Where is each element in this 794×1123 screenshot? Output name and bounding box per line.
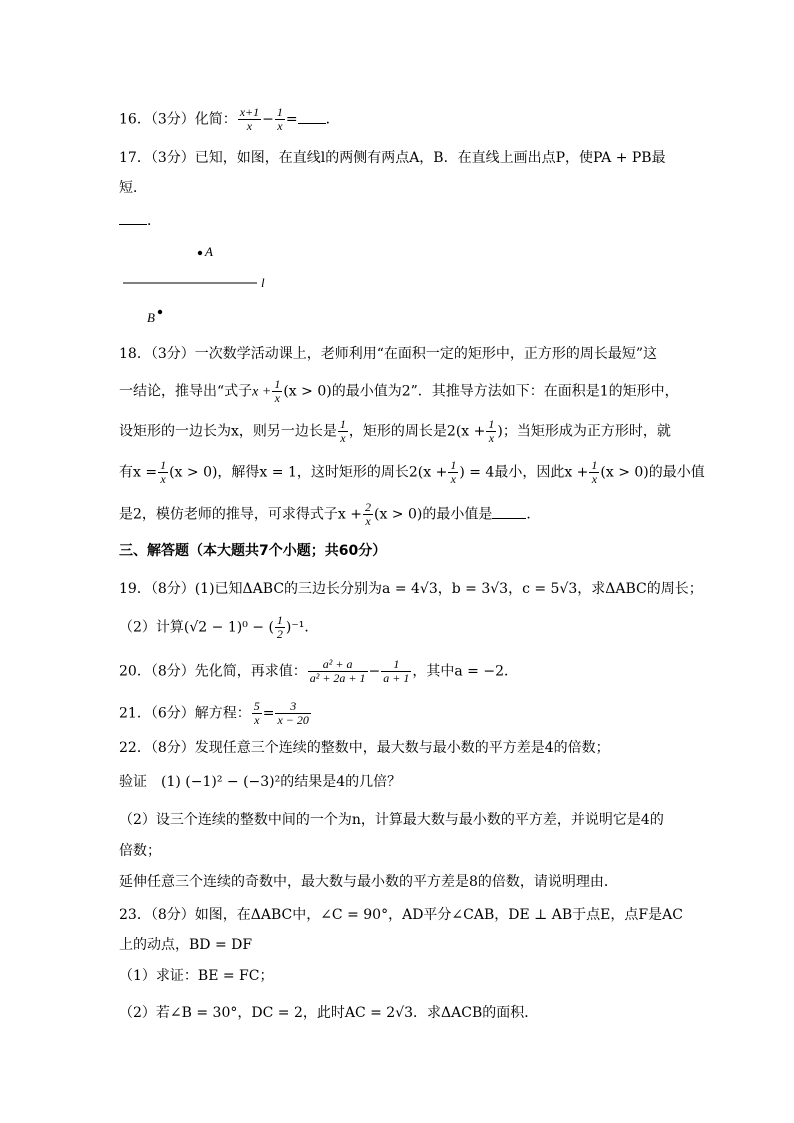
question-18-line1: 18．（3分）一次数学活动课上，老师利用“在面积一定的矩形中，正方形的周长最短”这	[119, 346, 658, 362]
point-b-dot	[158, 310, 162, 314]
question-22-line2: 验证 (1) (−1)² − (−3)²的结果是4的几倍？	[119, 774, 402, 790]
question-22-line4: 倍数；	[119, 843, 161, 859]
question-19-line1: 19．（8分）(1)已知ΔABC的三边长分别为a = 4√3，b = 3√3，c = 5√3，求ΔABC的周长；	[119, 581, 703, 597]
question-19-line2: （2）计算(√2 − 1)⁰ − ( $\frac{1}{2}$ )⁻¹．	[119, 613, 319, 641]
question-17-line2: 短．	[119, 180, 147, 196]
answer-blank	[119, 212, 147, 225]
point-b-label: B	[147, 310, 155, 325]
question-18-line5: 是2，模仿老师的推导，可求得式子x + $\frac{2}{x}$ (x > 0)的最小值是 ．	[119, 500, 541, 528]
fraction: $\frac{x+1}{x}$	[239, 105, 260, 133]
question-16: 16．（3分）化简： $\frac{x+1}{x}$ − $\frac{1}{x}$ = ．	[119, 105, 340, 133]
line-l-label: l	[261, 275, 265, 290]
q17-figure	[119, 240, 279, 330]
question-17-line1: 17．（3分）已知，如图，在直线l的两侧有两点A，B．在直线上画出点P，使PA + PB最	[119, 150, 666, 166]
point-a-label: A	[205, 244, 213, 259]
question-18-line3: 设矩形的一边长为x，则另一边长是 $\frac{1}{x}$ ，矩形的周长是2(x + $\frac{1}{x}$ )；当矩形成为正方形时，就	[119, 417, 671, 445]
question-22-line5: 延伸任意三个连续的奇数中，最大数与最小数的平方差是8的倍数，请说明理由．	[119, 874, 618, 890]
question-22-line1: 22．（8分）发现任意三个连续的整数中，最大数与最小数的平方差是4的倍数；	[119, 740, 610, 756]
point-a-dot	[198, 251, 202, 255]
question-23-line4: （2）若∠B = 30°，DC = 2，此时AC = 2√3．求ΔACB的面积．	[119, 1005, 539, 1021]
question-18-line4: 有x = $\frac{1}{x}$ (x > 0)，解得x = 1，这时矩形的周长2(x + $\frac{1}{x}$ ) = 4最小，因此x + $\frac{1}{x}$ (x > 0)的最小值	[119, 458, 705, 486]
answer-blank	[298, 111, 326, 124]
question-23-line2: 上的动点，BD = DF	[119, 937, 253, 953]
question-23-line1: 23．（8分）如图，在ΔABC中，∠C = 90°，AD平分∠CAB，DE ⊥ AB于点E，点F是AC	[119, 907, 683, 923]
fraction: $\frac{1}{x}$	[276, 105, 283, 133]
answer-blank	[492, 506, 526, 519]
question-20: 20．（8分）先化简，再求值： $\frac{\text{a² + a}}{\text{a² + 2a + 1}}$ − $\frac{1}{a + 1}$ ，其中a = −2．	[119, 657, 518, 685]
question-18-line2: 一结论，推导出“式子x + $\frac{1}{x}$ (x > 0)的最小值为2”．其推导方法如下：在面积是1的矩形中，	[119, 377, 679, 405]
question-23-line3: （1）求证：BE = FC；	[119, 968, 274, 984]
question-17-answer: ．	[119, 211, 161, 231]
question-22-line3: （2）设三个连续的整数中间的一个为n，计算最大数与最小数的平方差，并说明它是4的	[119, 812, 664, 828]
question-21: 21．（6分）解方程： $\frac{5}{x}$ = $\frac{3}{x - 20}$	[119, 699, 309, 727]
section-3-heading: 三、解答题（本大题共7个小题；共60分）	[119, 543, 387, 559]
